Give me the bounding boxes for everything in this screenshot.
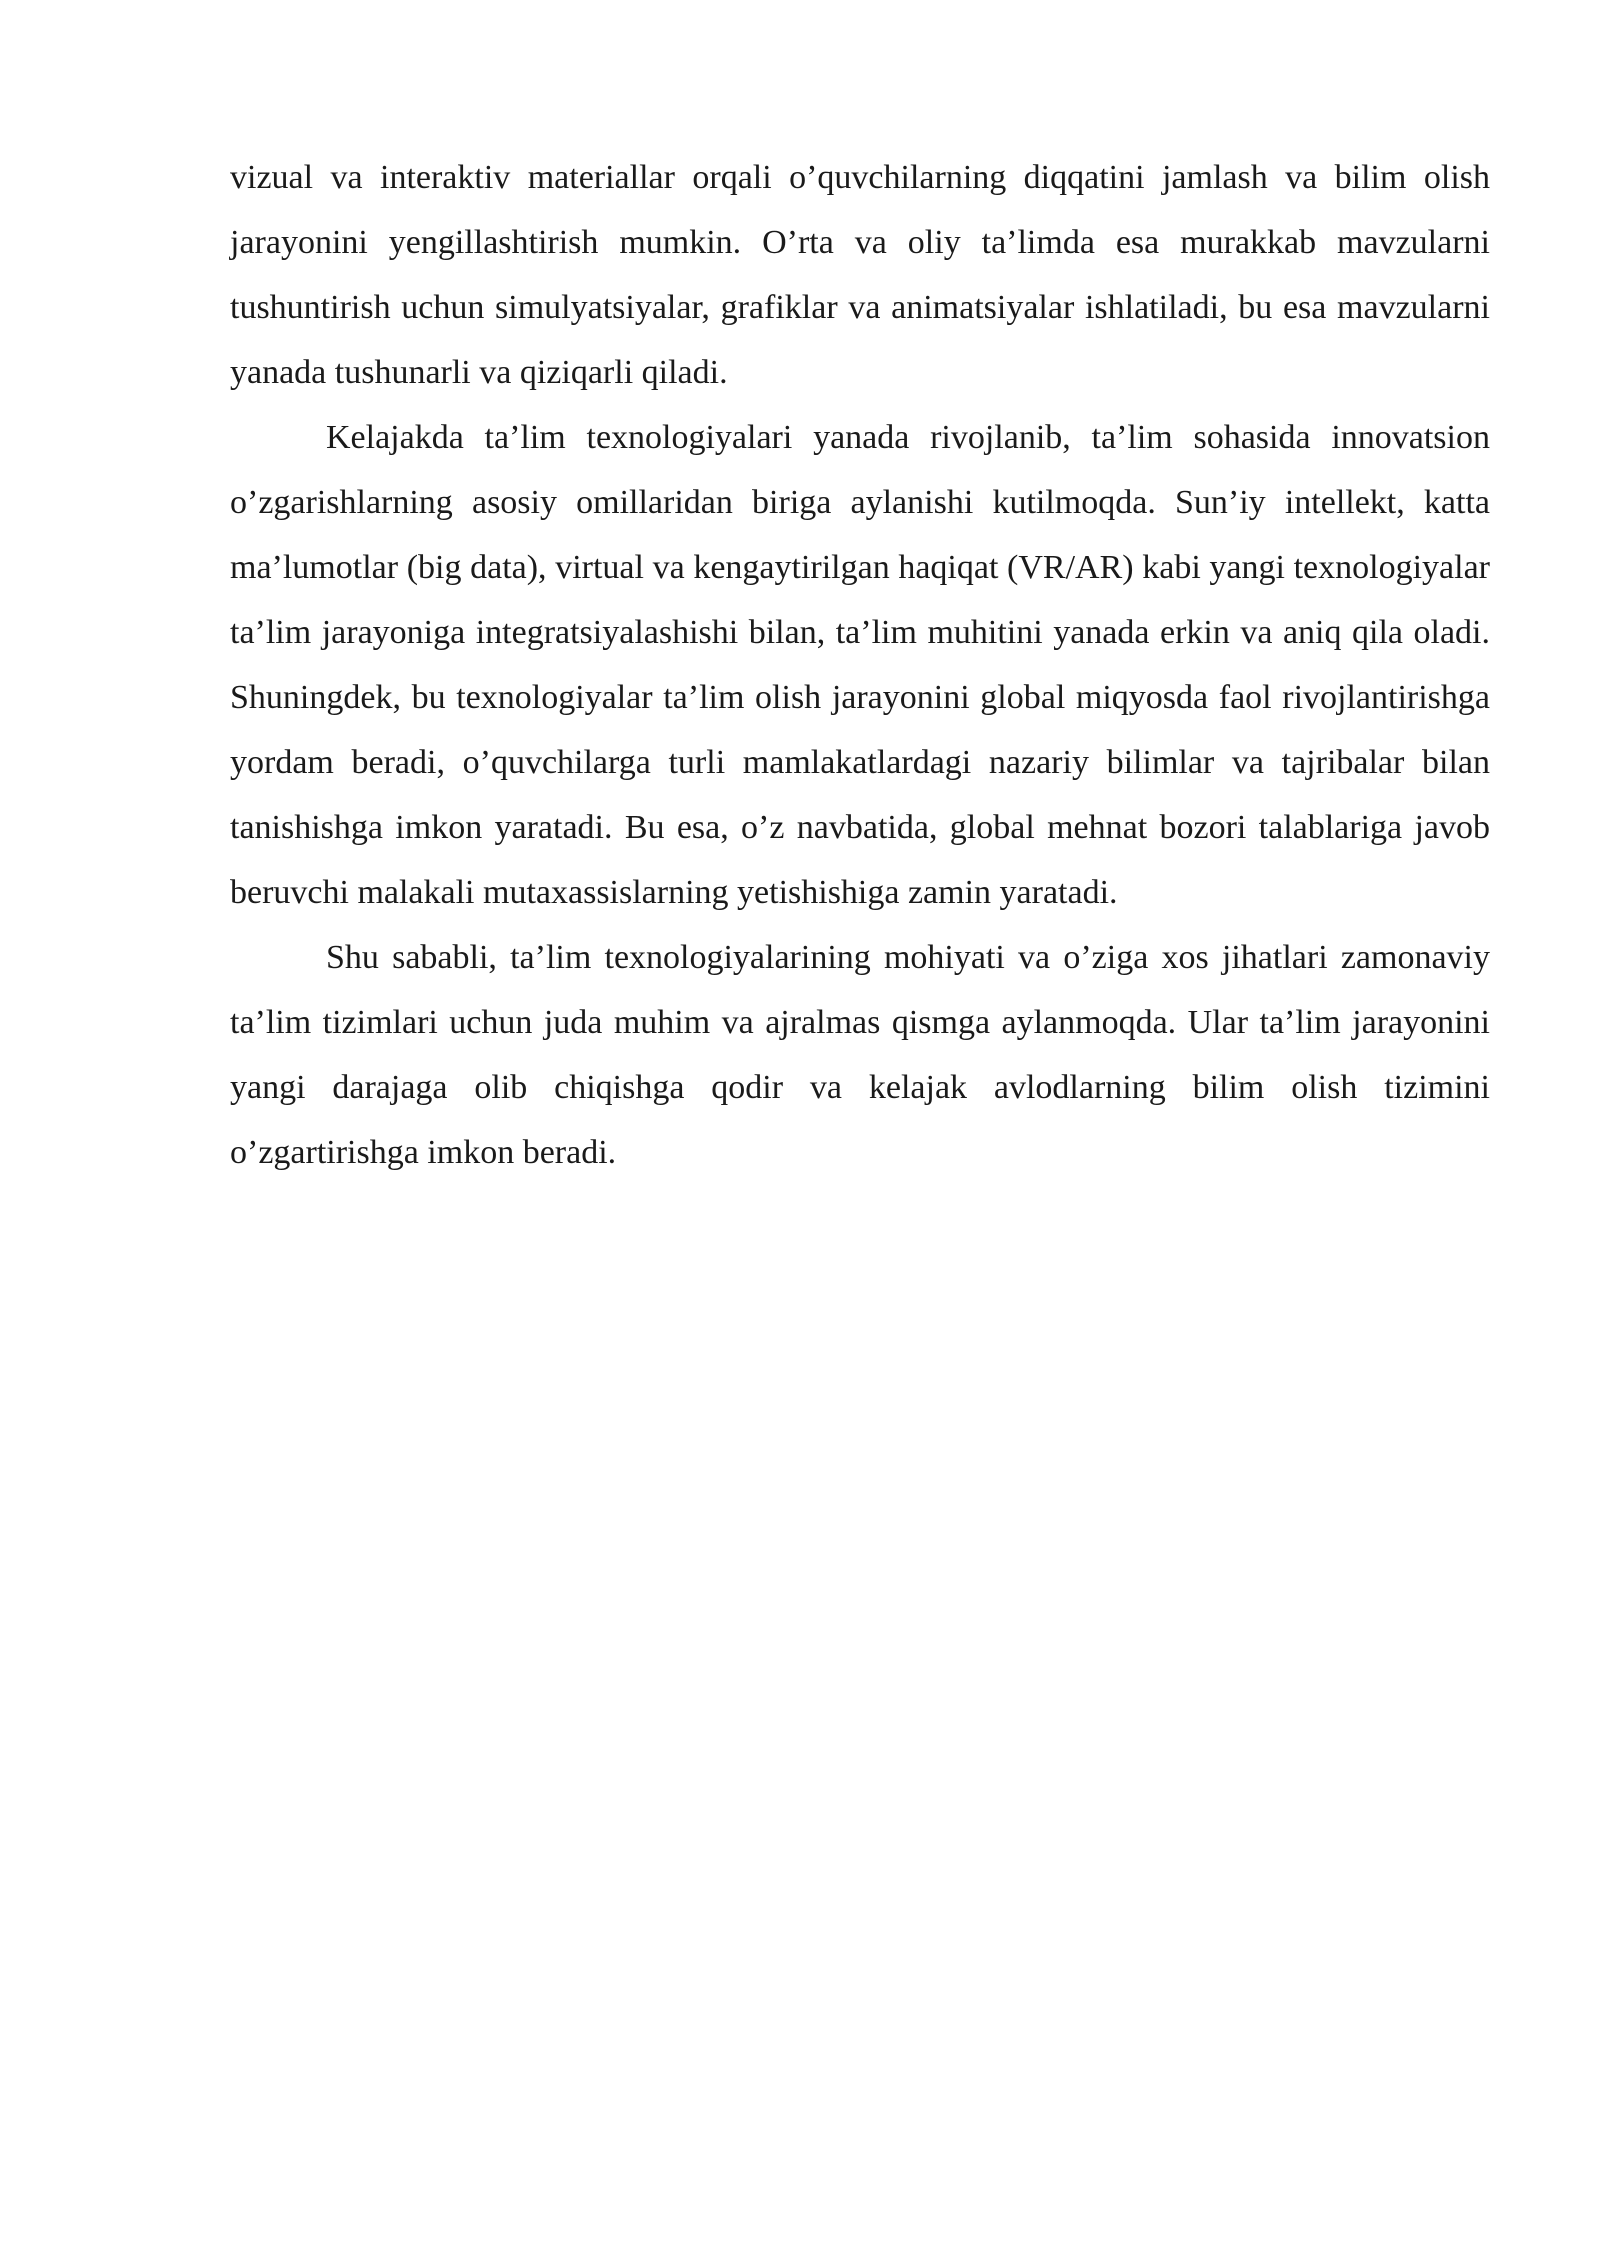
paragraph-continuation: vizual va interaktiv materiallar orqali o’quvchilarning diqqatini jamlash va bilim olish jarayonini yengillashtirish mumkin. O’rta va oliy ta’limda esa murakkab mavzularni tushuntirish uchun simulyatsiyalar, grafiklar va animatsiyalar ishlatiladi, bu esa mavzularni yanada tushunarli va qiziqarli qiladi. [230,159,1490,391]
document-body [230,145,1490,1185]
paragraph-conclusion: Shu sababli, ta’lim texnologiyalarining mohiyati va o’ziga xos jihatlari zamonaviy ta’lim tizimlari uchun juda muhim va ajralmas qismga aylanmoqda. Ular ta’lim jarayonini yangi darajaga olib chiqishga qodir va kelajak avlodlarning bilim olish tizimini o’zgartirishga imkon beradi. [230,939,1490,1171]
paragraph-future-technologies: Kelajakda ta’lim texnologiyalari yanada rivojlanib, ta’lim sohasida innovatsion o’zgarishlarning asosiy omillaridan biriga aylanishi kutilmoqda. Sun’iy intellekt, katta ma’lumotlar (big data), virtual va kengaytirilgan haqiqat (VR/AR) kabi yangi texnologiyalar ta’lim jarayoniga integratsiyalashishi bilan, ta’lim muhitini yanada erkin va aniq qila oladi. Shuningdek, bu texnologiyalar ta’lim olish jarayonini global miqyosda faol rivojlantirishga yordam beradi, o’quvchilarga turli mamlakatlardagi nazariy bilimlar va tajribalar bilan tanishishga imkon yaratadi. Bu esa, o’z navbatida, global mehnat bozori talablariga javob beruvchi malakali mutaxassislarning yetishishiga zamin yaratadi. [230,419,1490,911]
